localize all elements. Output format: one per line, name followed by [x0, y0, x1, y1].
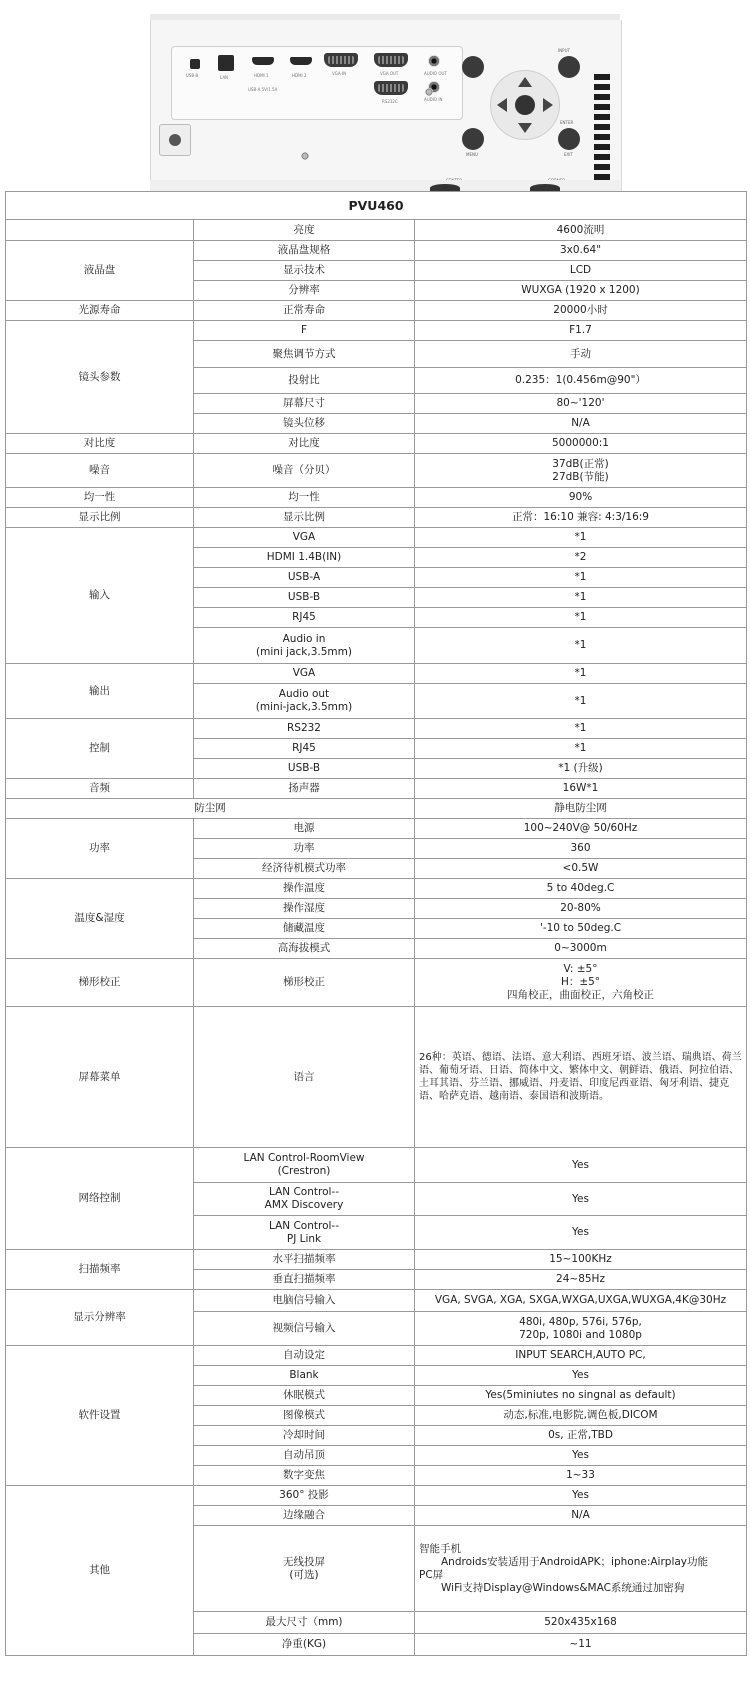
table-row: 无线投屏 (可选) 智能手机 Androids安装适用于AndroidAPK；iphone:Airplay功能 PC屏 WiFi支持Display@Windows&MAC系统通过加密狗 [6, 1526, 747, 1612]
table-row: 镜头位移 N/A [6, 414, 747, 434]
table-row: USB-B *1 [6, 588, 747, 608]
table-row: 图像模式 动态,标准,电影院,调色板,DICOM [6, 1406, 747, 1426]
table-row: 扫描频率 水平扫描频率 15~100KHz [6, 1250, 747, 1270]
hdmi-1-port [252, 57, 274, 65]
category-cell: 梯形校正 [6, 959, 194, 1007]
table-row: 功率 电源 100~240V@ 50/60Hz [6, 819, 747, 839]
table-row: 噪音 噪音（分贝） 37dB(正常) 27dB(节能) [6, 454, 747, 488]
table-row: 控制 RS232 *1 [6, 719, 747, 739]
table-row: 分辨率 WUXGA (1920 x 1200) [6, 281, 747, 301]
power-button[interactable] [462, 56, 484, 78]
table-row: 光源寿命 正常寿命 20000小时 [6, 301, 747, 321]
table-row: 输出 VGA *1 [6, 664, 747, 684]
table-row: 净重(KG) ~11 [6, 1634, 747, 1656]
table-row: 亮度 4600流明 [6, 220, 747, 241]
table-row: 操作湿度 20-80% [6, 899, 747, 919]
category-cell: 液晶盘 [6, 241, 194, 301]
table-row: 温度&湿度 操作温度 5 to 40deg.C [6, 879, 747, 899]
io-port-plate: USB-B LAN USB-A 5V/1.5A HDMI 1 HDMI 2 VGA-IN VGA OUT RS232C AUDIO IN AUDIO OUT [171, 46, 463, 120]
control-keypad: INPUT ENTER MENU EXIT [462, 28, 582, 168]
table-row: 高海拔模式 0~3000m [6, 939, 747, 959]
table-row: 聚焦调节方式 手动 [6, 341, 747, 368]
up-arrow-icon[interactable] [518, 77, 532, 87]
table-row: 音频 扬声器 16W*1 [6, 779, 747, 799]
category-cell: 噪音 [6, 454, 194, 488]
audio-in-jack [428, 55, 440, 67]
vga-out-port [374, 53, 408, 67]
table-row: 其他 360° 投影 Yes [6, 1486, 747, 1506]
menu-button[interactable] [462, 128, 484, 150]
exit-button[interactable] [558, 128, 580, 150]
table-row: 软件设置 自动设定 INPUT SEARCH,AUTO PC, [6, 1346, 747, 1366]
down-arrow-icon[interactable] [518, 123, 532, 133]
category-cell: 均一性 [6, 488, 194, 508]
table-row: LAN Control-- AMX Discovery Yes [6, 1183, 747, 1216]
table-row: 显示技术 LCD [6, 261, 747, 281]
table-row: Audio in (mini jack,3.5mm) *1 [6, 628, 747, 664]
table-row: 屏幕尺寸 80~'120' [6, 394, 747, 414]
table-row: 输入 VGA *1 [6, 528, 747, 548]
table-row: 数字变焦 1~33 [6, 1466, 747, 1486]
table-row: 最大尺寸（mm) 520x435x168 [6, 1612, 747, 1634]
directional-pad [490, 70, 560, 140]
category-cell: 控制 [6, 719, 194, 779]
category-cell: 温度&湿度 [6, 879, 194, 959]
category-cell: 防尘网 [6, 799, 415, 819]
left-arrow-icon[interactable] [497, 98, 507, 112]
table-row: 冷却时间 0s, 正常,TBD [6, 1426, 747, 1446]
table-row: HDMI 1.4B(IN) *2 [6, 548, 747, 568]
table-row: 显示比例 显示比例 正常：16:10 兼容: 4:3/16:9 [6, 508, 747, 528]
screw [301, 152, 309, 160]
table-row: 垂直扫描频率 24~85Hz [6, 1270, 747, 1290]
wireless-projection-cell: 智能手机 Androids安装适用于AndroidAPK；iphone:Airplay功能 PC屏 WiFi支持Display@Windows&MAC系统通过加密狗 [415, 1526, 747, 1612]
table-row: 镜头参数 F F1.7 [6, 321, 747, 341]
category-cell: 输出 [6, 664, 194, 719]
table-row: USB-B *1 (升级) [6, 759, 747, 779]
table-row: 显示分辨率 电脑信号输入 VGA, SVGA, XGA, SXGA,WXGA,UXGA,WUXGA,4K@30Hz [6, 1290, 747, 1312]
category-cell: 光源寿命 [6, 301, 194, 321]
table-row: RJ45 *1 [6, 739, 747, 759]
table-row: Audio out (mini-jack,3.5mm) *1 [6, 684, 747, 719]
category-cell: 网络控制 [6, 1148, 194, 1250]
screw [425, 88, 433, 96]
category-cell: 音频 [6, 779, 194, 799]
table-row: 边缘融合 N/A [6, 1506, 747, 1526]
table-title-row [6, 192, 747, 220]
category-cell: 显示分辨率 [6, 1290, 194, 1346]
category-cell: 功率 [6, 819, 194, 879]
table-row: 对比度 对比度 5000000:1 [6, 434, 747, 454]
category-cell: 其他 [6, 1486, 194, 1656]
table-row: 功率 360 [6, 839, 747, 859]
table-row: RJ45 *1 [6, 608, 747, 628]
category-cell: 软件设置 [6, 1346, 194, 1486]
category-cell: 输入 [6, 528, 194, 664]
category-cell: 扫描频率 [6, 1250, 194, 1290]
category-cell: 镜头参数 [6, 321, 194, 434]
table-title: PVU460 [6, 192, 747, 220]
ventilation-grille [594, 74, 610, 184]
table-row: 液晶盘 液晶盘规格 3x0.64" [6, 241, 747, 261]
lan-port [218, 55, 234, 71]
table-row: 梯形校正 梯形校正 V: ±5° H：±5° 四角校正，曲面校正，六角校正 [6, 959, 747, 1007]
table-row: 储藏温度 '-10 to 50deg.C [6, 919, 747, 939]
table-row: 屏幕菜单 语言 26种：英语、德语、法语、意大利语、西班牙语、波兰语、瑞典语、荷兰语、葡萄牙语、日语、简体中文、繁体中文、朝鲜语、俄语、阿拉伯语、土耳其语、芬兰语、挪威语、丹麦语、印度尼西亚语、匈牙利语、捷克语、哈萨克语、越南语、泰国语和波斯语。 [6, 1007, 747, 1148]
table-row: 防尘网 静电防尘网 [6, 799, 747, 819]
category-cell: 对比度 [6, 434, 194, 454]
table-row: USB-A *1 [6, 568, 747, 588]
category-cell: 屏幕菜单 [6, 1007, 194, 1148]
vga-in-port [324, 53, 358, 67]
category-cell: 显示比例 [6, 508, 194, 528]
table-row: 视频信号输入 480i, 480p, 576i, 576p, 720p, 1080i and 1080p [6, 1312, 747, 1346]
input-button[interactable] [558, 56, 580, 78]
table-row: 休眠模式 Yes(5miniutes no singnal as default) [6, 1386, 747, 1406]
table-row: LAN Control-- PJ Link Yes [6, 1216, 747, 1250]
hdmi-2-port [290, 57, 312, 65]
right-arrow-icon[interactable] [543, 98, 553, 112]
enter-button[interactable] [515, 95, 535, 115]
usb-b-port [190, 59, 200, 69]
rs232c-port [374, 81, 408, 95]
security-lock-slot [159, 124, 191, 156]
table-row: 均一性 均一性 90% [6, 488, 747, 508]
spec-table [5, 191, 747, 1656]
table-row: 经济待机模式功率 <0.5W [6, 859, 747, 879]
projector-rear-panel-image [0, 0, 750, 192]
table-row: 投射比 0.235：1(0.456m@90"） [6, 368, 747, 394]
table-row: Blank Yes [6, 1366, 747, 1386]
table-row: 网络控制 LAN Control-RoomView (Crestron) Yes [6, 1148, 747, 1183]
table-row: 自动吊顶 Yes [6, 1446, 747, 1466]
